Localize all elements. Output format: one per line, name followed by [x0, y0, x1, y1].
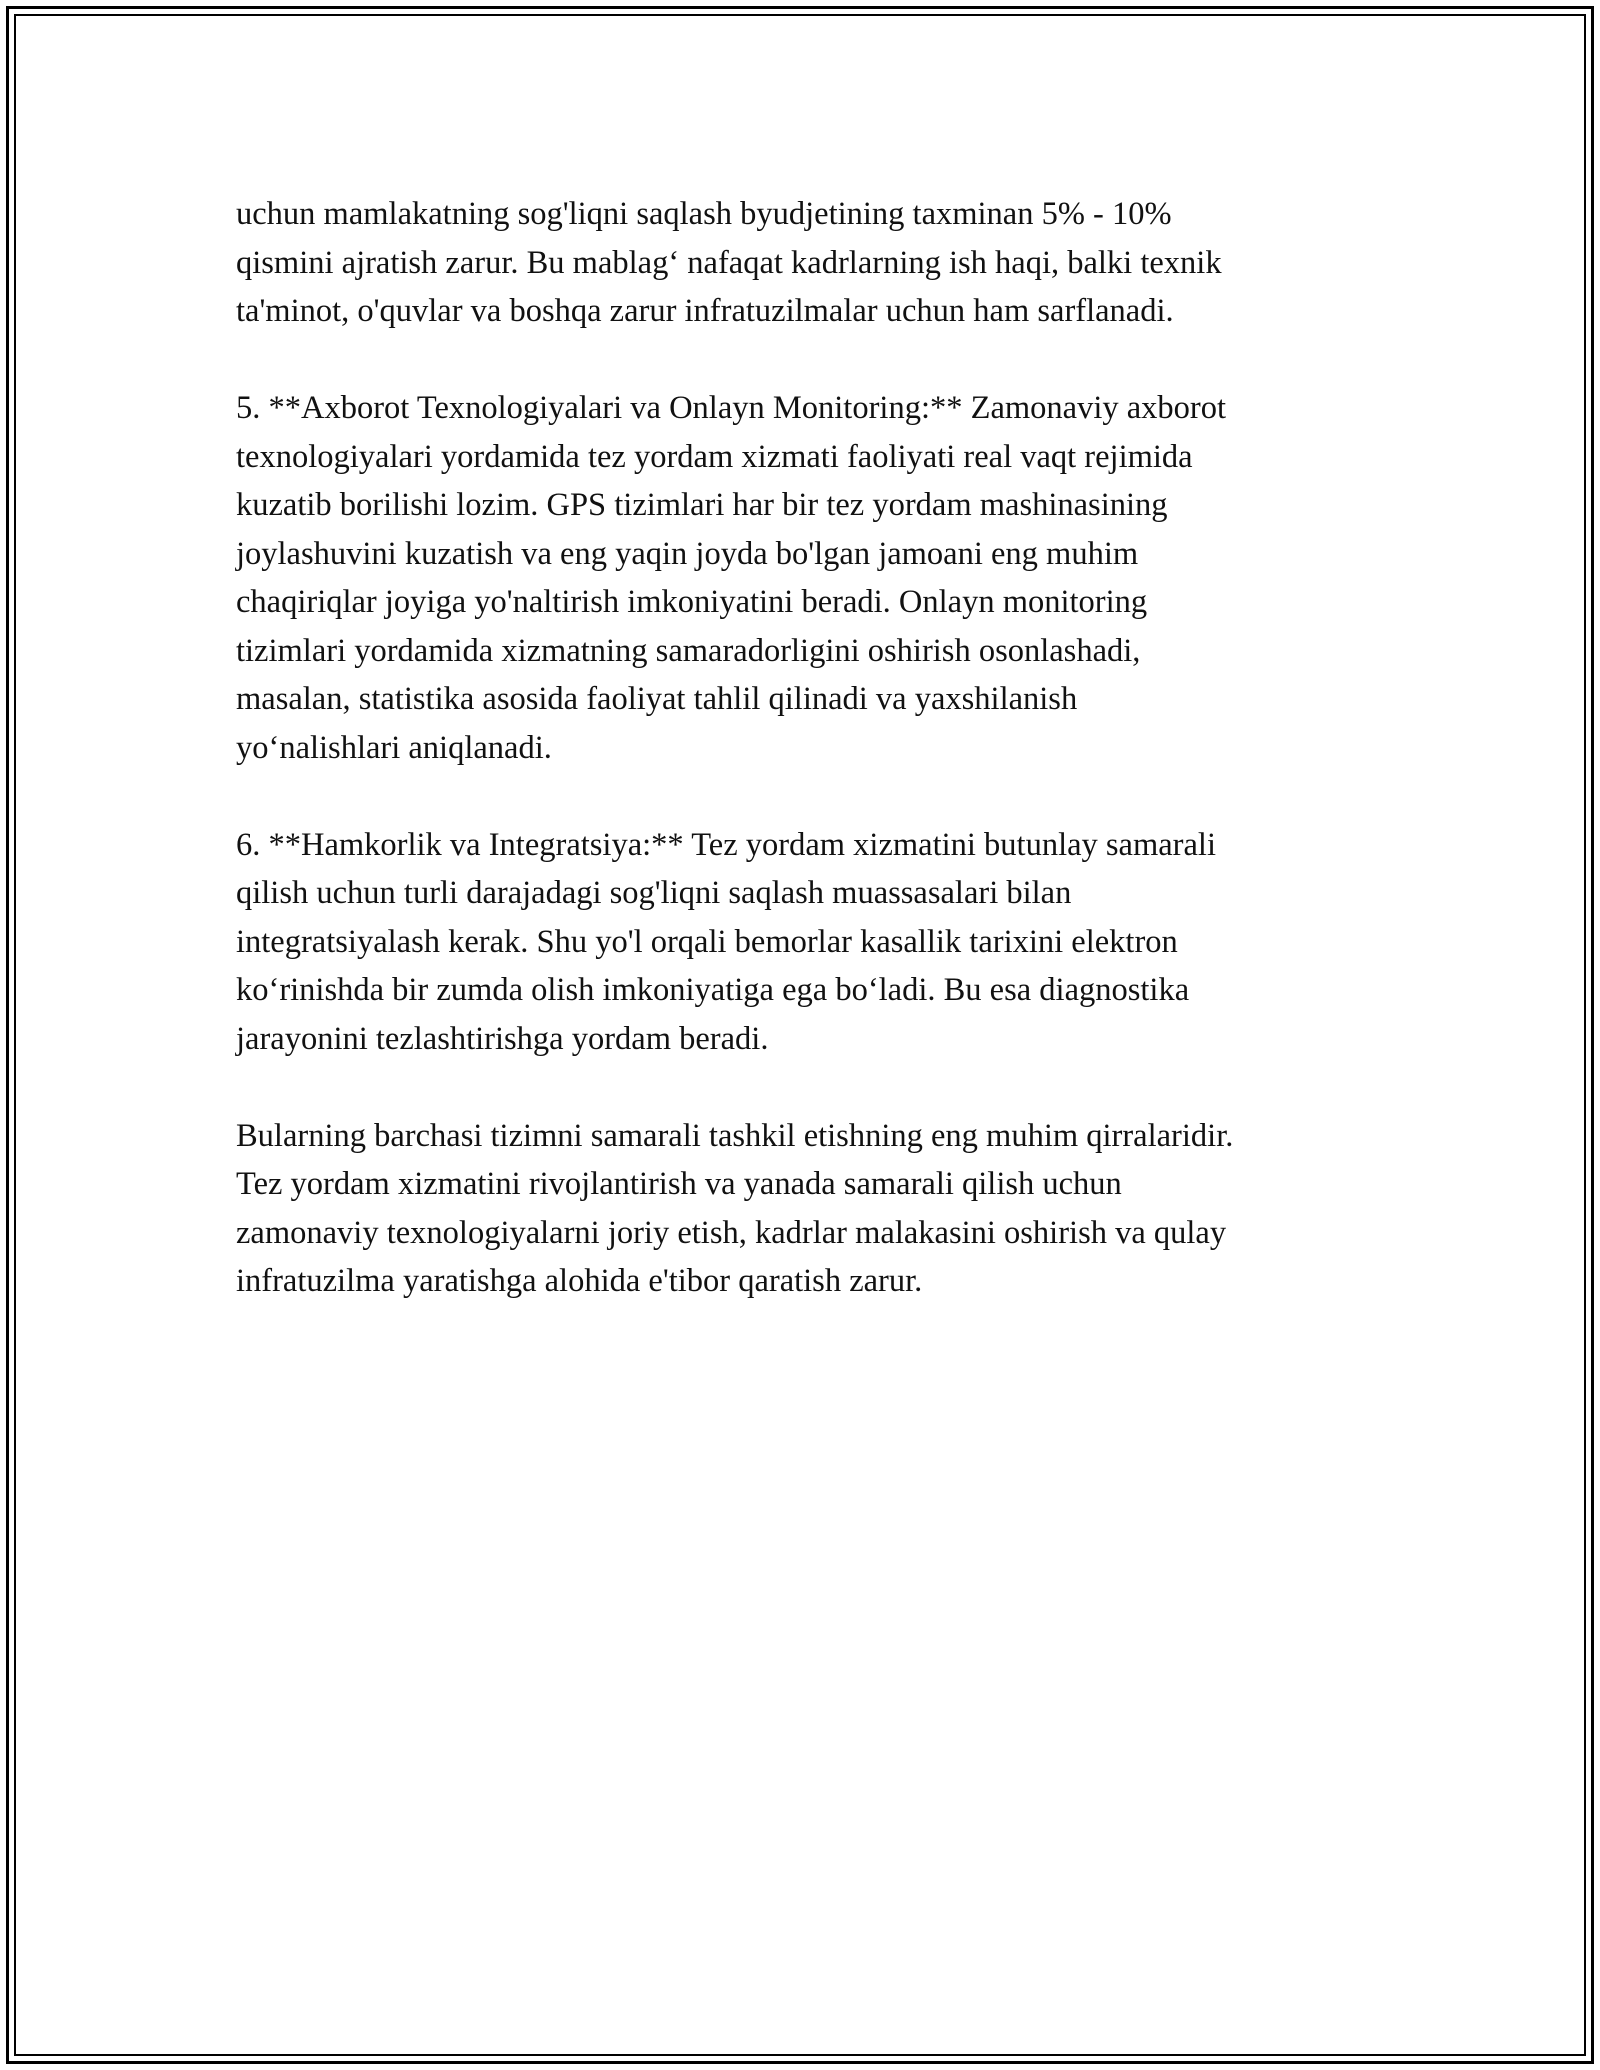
- paragraph-conclusion: [236, 1112, 1386, 1306]
- text-line: integratsiyalash kerak. Shu yo'l orqali bemorlar kasallik tarixini elektron: [236, 923, 1178, 960]
- text-line: qilish uchun turli darajadagi sog'liqni saqlash muassasalari bilan: [236, 875, 1072, 911]
- text-line: texnologiyalari yordamida tez yordam xizmati faoliyati real vaqt rejimida: [236, 438, 1193, 475]
- text-line: zamonaviy texnologiyalarni joriy etish, kadrlar malakasini oshirish va qulay: [236, 1214, 1227, 1251]
- text-line: masalan, statistika asosida faoliyat tahlil qilinadi va yaxshilanish: [236, 681, 1078, 717]
- text-line: tizimlari yordamida xizmatning samaradorligini oshirish osonlashadi,: [236, 632, 1141, 669]
- paragraph-budget: [236, 190, 1386, 336]
- text-line: Tez yordam xizmatini rivojlantirish va yanada samarali qilish uchun: [236, 1166, 1122, 1202]
- text-line: yo‘nalishlari aniqlanadi.: [236, 729, 552, 766]
- text-line: ko‘rinishda bir zumda olish imkoniyatiga ega bo‘ladi. Bu esa diagnostika: [236, 972, 1190, 1008]
- text-line: 5. **Axborot Texnologiyalari va Onlayn Monitoring:** Zamonaviy axborot: [236, 390, 1227, 426]
- text-line: joylashuvini kuzatish va eng yaqin joyda bo'lgan jamoani eng muhim: [236, 535, 1139, 572]
- text-line: qismini ajratish zarur. Bu mablag‘ nafaqat kadrlarning ish haqi, balki texnik: [236, 244, 1222, 281]
- text-line: uchun mamlakatning sog'liqni saqlash byudjetining taxminan 5% - 10%: [236, 196, 1172, 232]
- paragraph-it-monitoring: [236, 384, 1386, 772]
- text-line: kuzatib borilishi lozim. GPS tizimlari har bir tez yordam mashinasining: [236, 487, 1168, 523]
- text-line: infratuzilma yaratishga alohida e'tibor qaratish zarur.: [236, 1263, 923, 1299]
- text-line: ta'minot, o'quvlar va boshqa zarur infratuzilmalar uchun ham sarflanadi.: [236, 293, 1174, 329]
- paragraph-cooperation: [236, 821, 1386, 1064]
- text-line: chaqiriqlar joyiga yo'naltirish imkoniyatini beradi. Onlayn monitoring: [236, 584, 1148, 620]
- text-line: jarayonini tezlashtirishga yordam beradi.: [236, 1020, 769, 1057]
- text-line: Bularning barchasi tizimni samarali tashkil etishning eng muhim qirralaridir.: [236, 1117, 1234, 1154]
- text-line: 6. **Hamkorlik va Integratsiya:** Tez yordam xizmatini butunlay samarali: [236, 826, 1216, 863]
- document-body: [236, 190, 1386, 1354]
